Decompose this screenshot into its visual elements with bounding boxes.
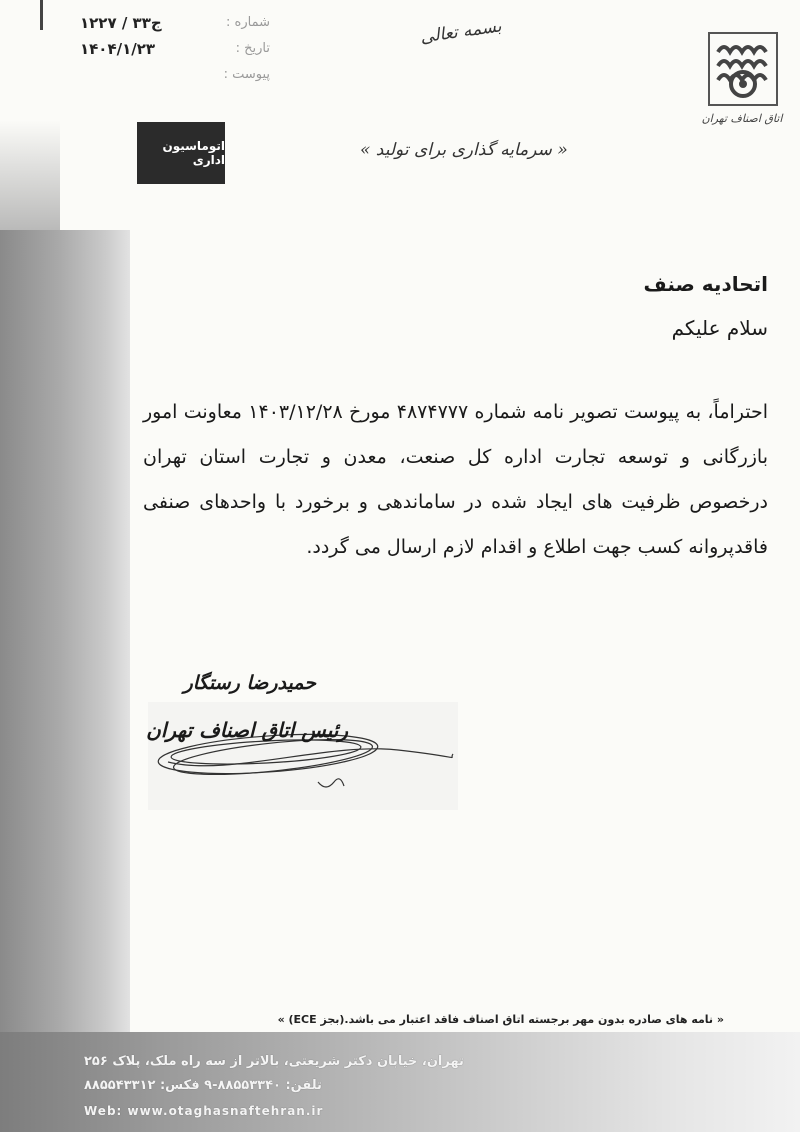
date-label: تاریخ : <box>235 41 270 56</box>
org-logo-icon <box>708 32 778 106</box>
footer-address: تهران، خیابان دکتر شریعتی، بالاتر از سه راه ملک، پلاک ۲۵۶ <box>84 1054 464 1069</box>
number-value: ۱۲۲۷ / ۳۳ج <box>80 14 162 32</box>
meta-attachment-row <box>80 62 270 88</box>
signer-title: رئیس اتاق اصناف تهران <box>146 718 348 742</box>
date-value: ۱۴۰۴/۱/۲۳ <box>80 40 156 58</box>
meta-date-row <box>80 36 270 62</box>
slogan: « سرمایه گذاری برای تولید » <box>360 140 568 160</box>
office-automation-label: اتوماسیون اداری <box>137 122 225 184</box>
attachment-label: پیوست : <box>223 67 270 82</box>
side-band <box>0 230 130 1132</box>
org-logo-text: اتاق اصناف تهران <box>701 112 783 125</box>
recipient: اتحادیه صنف <box>643 272 768 296</box>
signer-name: حمیدرضا رستگار <box>183 672 316 694</box>
greeting: سلام علیکم <box>671 316 768 340</box>
number-label: شماره : <box>226 15 270 30</box>
letter-body: احتراماً، به پیوست تصویر نامه شماره ۴۸۷۴۷۷۷ مورخ ۱۴۰۳/۱۲/۲۸ معاونت امور بازرگانی و توسعه تجارت اداره کل صنعت، معدن و تجارت استان تهران درخصوص ظرفیت های ایجاد شده در ساماندهی و برخورد با واحدهای صنفی فاقدپروانه کسب جهت اطلاع و اقدام لازم ارسال می گردد. <box>143 401 769 558</box>
footer-note: « نامه های صادره بدون مهر برجسته اتاق اصناف فاقد اعتبار می باشد.(بجز ECE) » <box>277 1013 724 1026</box>
basmala: بسمه تعالی <box>419 16 503 48</box>
edge-mark <box>40 0 43 30</box>
letter-meta <box>80 10 270 88</box>
footer-phone: تلفن: ۸۸۵۵۳۳۴۰-۹ فکس: ۸۸۵۵۴۳۳۱۲ <box>84 1078 322 1093</box>
meta-number-row <box>80 10 270 36</box>
footer-web: Web: www.otaghasnaftehran.ir <box>84 1104 324 1118</box>
